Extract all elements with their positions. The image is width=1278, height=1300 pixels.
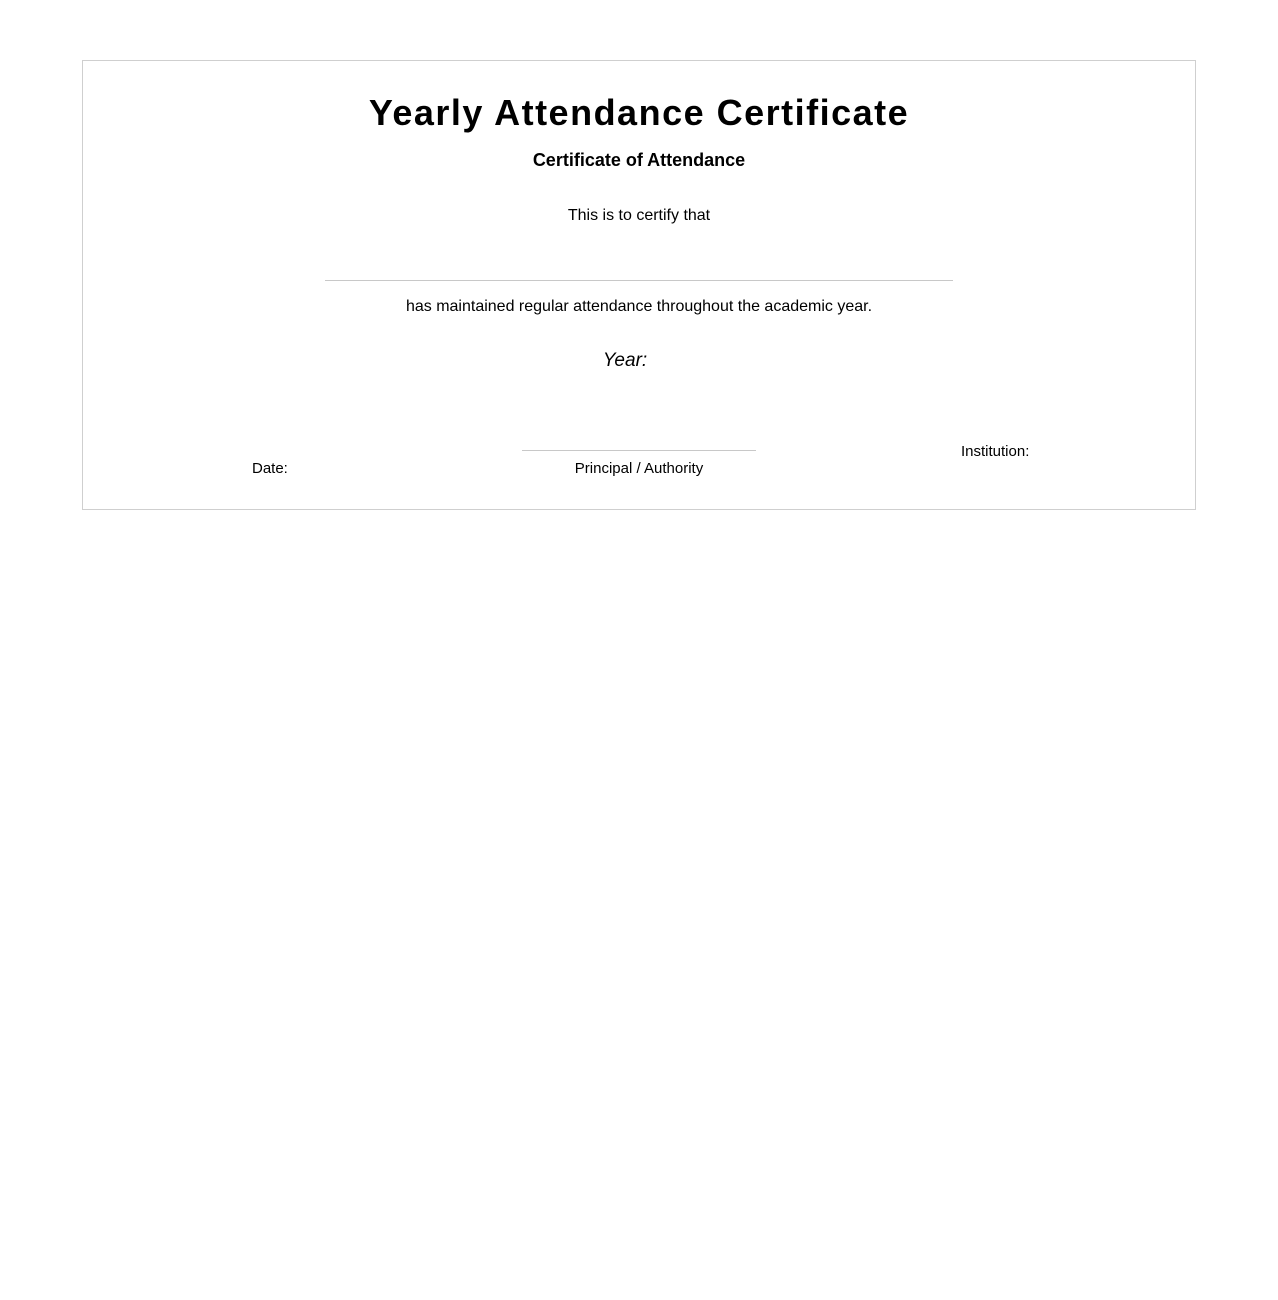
certify-text: This is to certify that — [567, 207, 711, 224]
certificate-subtitle: Certificate of Attendance — [532, 150, 746, 170]
year-field — [83, 349, 1195, 373]
recipient-name-line — [325, 280, 953, 281]
signature-line — [522, 450, 756, 451]
institution-label: Institution: — [961, 443, 1030, 460]
certificate-frame — [82, 60, 1196, 510]
attendance-statement: has maintained regular attendance throughout the academic year. — [405, 298, 873, 315]
certificate-title: Yearly Attendance Certificate — [368, 92, 910, 133]
year-label: Year: — [602, 350, 648, 371]
institution-field — [961, 443, 1029, 461]
signature-block — [522, 450, 756, 478]
signature-label: Principal / Authority — [574, 460, 704, 477]
date-field — [252, 460, 288, 478]
date-label: Date: — [252, 460, 288, 477]
